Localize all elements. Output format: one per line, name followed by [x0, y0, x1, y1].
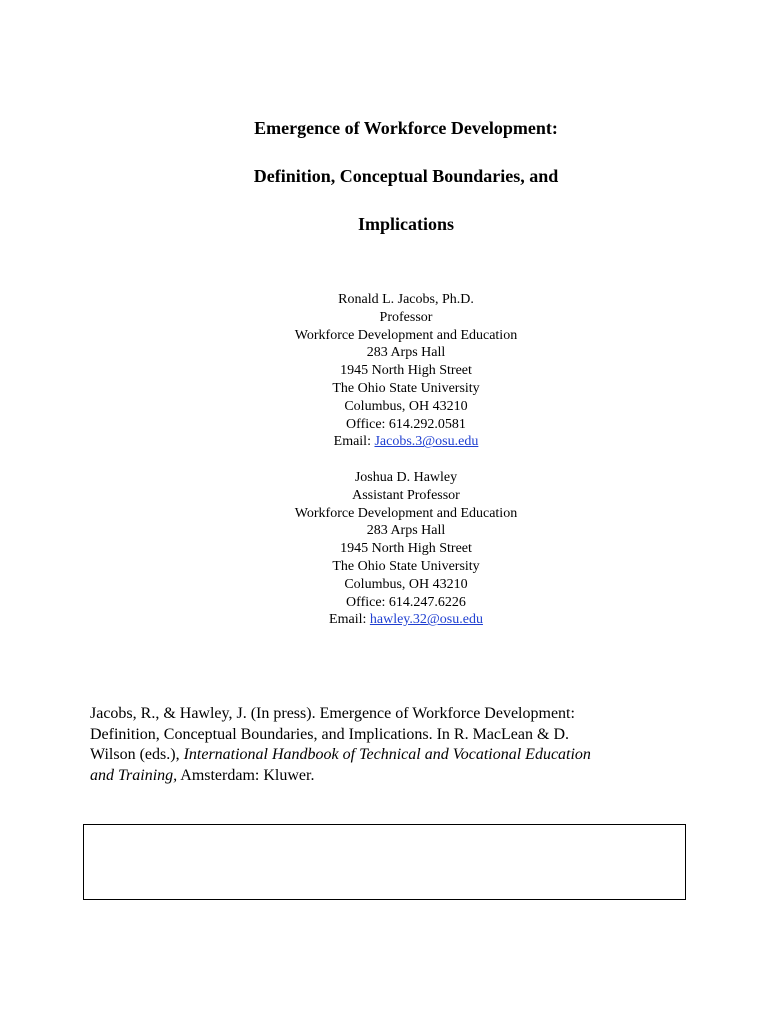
citation-publisher: Amsterdam: Kluwer.	[177, 766, 315, 784]
email-label: Email:	[329, 612, 370, 628]
author-office-phone: Office: 614.247.6226	[346, 594, 466, 610]
author-building: 283 Arps Hall	[366, 345, 446, 361]
title-line-1: Emergence of Workforce Development:	[254, 118, 558, 138]
author-street: 1945 North High Street	[340, 541, 472, 557]
title-line-3: Implications	[357, 214, 454, 234]
handbook-title: International Handbook of Technical and Vocational Education	[183, 746, 591, 763]
citation-line: Definition, Conceptual Boundaries, and Implications. In R. MacLean & D.	[90, 725, 569, 743]
author-street: 1945 North High Street	[340, 363, 472, 379]
author-position: Professor	[379, 309, 433, 325]
author-position: Assistant Professor	[352, 487, 460, 503]
author-name: Ronald L. Jacobs, Ph.D.	[338, 292, 474, 307]
author-department: Workforce Development and Education	[294, 327, 518, 343]
author-city: Columbus, OH 43210	[344, 576, 468, 592]
author-university: The Ohio State University	[332, 380, 480, 396]
author-block-jacobs	[0, 291, 768, 451]
author-city: Columbus, OH 43210	[344, 398, 468, 414]
author-name: Joshua D. Hawley	[354, 470, 458, 485]
author-block-hawley	[0, 469, 768, 629]
title-line-2: Definition, Conceptual Boundaries, and	[253, 166, 559, 186]
handbook-title-continued: and Training,	[90, 766, 178, 784]
author-email-line	[0, 611, 768, 629]
document-title	[0, 104, 768, 248]
email-link-hawley[interactable]: hawley.32@osu.edu	[369, 612, 483, 628]
citation-text: Wilson (eds.),	[90, 746, 184, 763]
citation-paragraph	[90, 704, 690, 786]
author-office-phone: Office: 614.292.0581	[346, 416, 466, 432]
citation-line	[90, 745, 690, 766]
author-university: The Ohio State University	[332, 558, 480, 574]
email-link-jacobs[interactable]: Jacobs.3@osu.edu	[374, 434, 479, 450]
citation-line: Jacobs, R., & Hawley, J. (In press). Emergence of Workforce Development:	[90, 705, 575, 722]
email-label: Email:	[333, 434, 375, 450]
author-email-line	[0, 433, 768, 451]
author-department: Workforce Development and Education	[294, 505, 518, 521]
empty-bordered-box	[83, 824, 686, 900]
citation-line	[90, 766, 690, 787]
author-building: 283 Arps Hall	[366, 523, 446, 539]
